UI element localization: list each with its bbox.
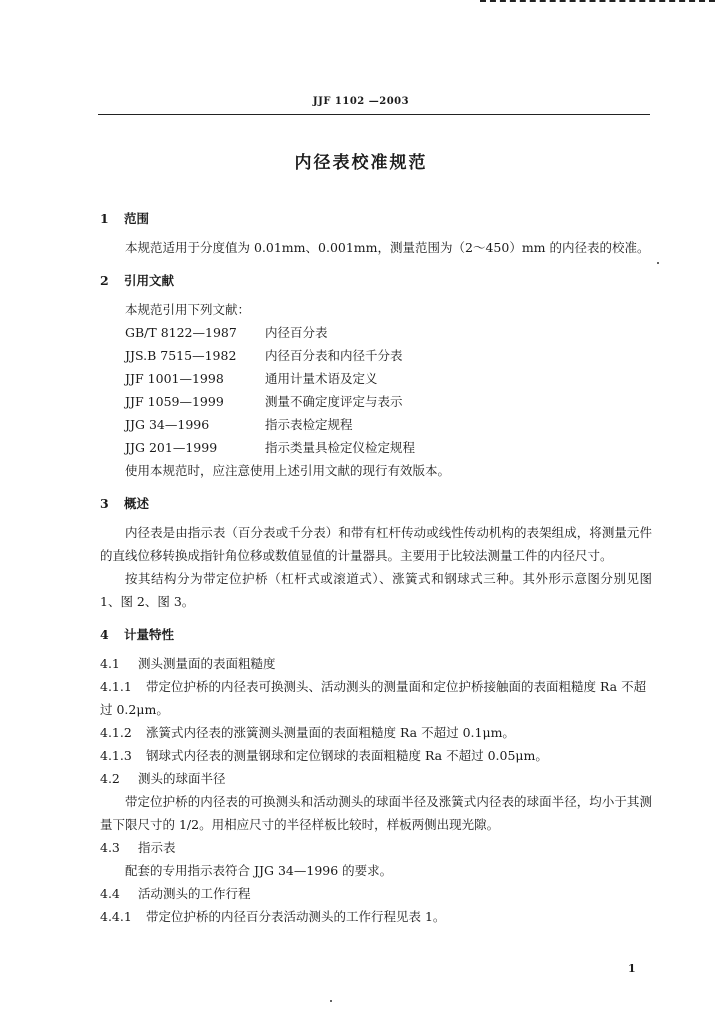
section-3-paragraph-2: 按其结构分为带定位护桥（杠杆式或滚道式）、涨簧式和钢球式三种。其外形示意图分别见图 1、图 2、图 3。 — [100, 571, 652, 609]
clause-number: 4.1.1 — [100, 679, 132, 694]
references-outro: 使用本规范时，应注意使用上述引用文献的现行有效版本。 — [125, 463, 451, 478]
section-2-heading — [100, 269, 652, 292]
clause-text: 钢球式内径表的测量钢球和定位钢球的表面粗糙度 Ra 不超过 0.05μm。 — [146, 748, 548, 763]
references-intro: 本规范引用下列文献： — [125, 302, 251, 317]
section-number: 1 — [100, 211, 109, 226]
clause-number: 4.1.3 — [100, 748, 132, 763]
reference-name: 内径百分表和内径千分表 — [265, 348, 403, 363]
subsection-4-3-paragraph: 配套的专用指示表符合 JJG 34—1996 的要求。 — [125, 863, 393, 878]
reference-name: 指示表检定规程 — [265, 417, 353, 432]
document-body — [100, 202, 652, 928]
reference-item — [100, 367, 652, 390]
reference-name: 通用计量术语及定义 — [265, 371, 378, 386]
clause-4-1-3 — [100, 744, 652, 767]
subsection-4-3 — [100, 836, 652, 859]
clause-text: 带定位护桥的内径百分表活动测头的工作行程见表 1。 — [146, 909, 446, 924]
subsection-4-4 — [100, 882, 652, 905]
clause-4-1-1 — [100, 675, 652, 721]
section-4-heading — [100, 623, 652, 646]
section-number: 2 — [100, 273, 109, 288]
reference-code: JJF 1059—1999 — [125, 394, 224, 409]
page-number: 1 — [628, 962, 636, 975]
section-title: 概述 — [124, 496, 150, 511]
clause-4-1-2 — [100, 721, 652, 744]
reference-name: 内径百分表 — [265, 325, 328, 340]
section-title: 范围 — [124, 211, 150, 226]
section-title: 引用文献 — [124, 273, 175, 288]
header-rule — [98, 114, 650, 115]
reference-code: JJG 34—1996 — [125, 417, 210, 432]
section-number: 4 — [100, 627, 109, 642]
subsection-number: 4.3 — [100, 840, 120, 855]
subsection-title: 测头的球面半径 — [138, 771, 226, 786]
reference-item — [100, 321, 652, 344]
top-dashed-border — [480, 0, 715, 2]
reference-item — [100, 436, 652, 459]
subsection-title: 指示表 — [138, 840, 176, 855]
clause-number: 4.1.2 — [100, 725, 132, 740]
subsection-number: 4.2 — [100, 771, 120, 786]
reference-item — [100, 413, 652, 436]
subsection-title: 活动测头的工作行程 — [138, 886, 251, 901]
subsection-4-2 — [100, 767, 652, 790]
clause-text: 涨簧式内径表的涨簧测头测量面的表面粗糙度 Ra 不超过 0.1μm。 — [146, 725, 515, 740]
section-1-heading — [100, 207, 652, 230]
reference-name: 测量不确定度评定与表示 — [265, 394, 403, 409]
clause-4-4-1 — [100, 905, 652, 928]
subsection-4-2-paragraph: 带定位护桥的内径表的可换测头和活动测头的球面半径及涨簧式内径表的球面半径，均小于其测量下限尺寸的 1/2。用相应尺寸的半径样板比较时，样板两侧出现光隙。 — [100, 794, 652, 832]
clause-text: 带定位护桥的内径表可换测头、活动测头的测量面和定位护桥接触面的表面粗糙度 Ra 不超过 0.2μm。 — [100, 679, 647, 717]
section-number: 3 — [100, 496, 109, 511]
reference-item — [100, 390, 652, 413]
scan-speck — [330, 1000, 332, 1002]
reference-code: JJS.B 7515—1982 — [125, 348, 237, 363]
reference-code: JJG 201—1999 — [125, 440, 218, 455]
scan-speck — [657, 262, 659, 264]
subsection-number: 4.1 — [100, 656, 120, 671]
section-1-paragraph: 本规范适用于分度值为 0.01mm、0.001mm，测量范围为（2～450）mm 的内径表的校准。 — [125, 240, 650, 255]
page-title: 内径表校准规范 — [294, 153, 428, 173]
section-3-heading — [100, 492, 652, 515]
subsection-number: 4.4 — [100, 886, 120, 901]
reference-name: 指示类量具检定仪检定规程 — [265, 440, 416, 455]
clause-number: 4.4.1 — [100, 909, 132, 924]
section-3-paragraph-1: 内径表是由指示表（百分表或千分表）和带有杠杆传动或线性传动机构的表架组成，将测量元件的直线位移转换成指针角位移或数值显值的计量器具。主要用于比较法测量工件的内径尺寸。 — [100, 525, 652, 563]
reference-item — [100, 344, 652, 367]
subsection-title: 测头测量面的表面粗糙度 — [138, 656, 276, 671]
section-title: 计量特性 — [124, 627, 175, 642]
reference-code: GB/T 8122—1987 — [125, 325, 237, 340]
reference-code: JJF 1001—1998 — [125, 371, 224, 386]
subsection-4-1 — [100, 652, 652, 675]
standard-code-header: JJF 1102 —2003 — [312, 96, 410, 107]
